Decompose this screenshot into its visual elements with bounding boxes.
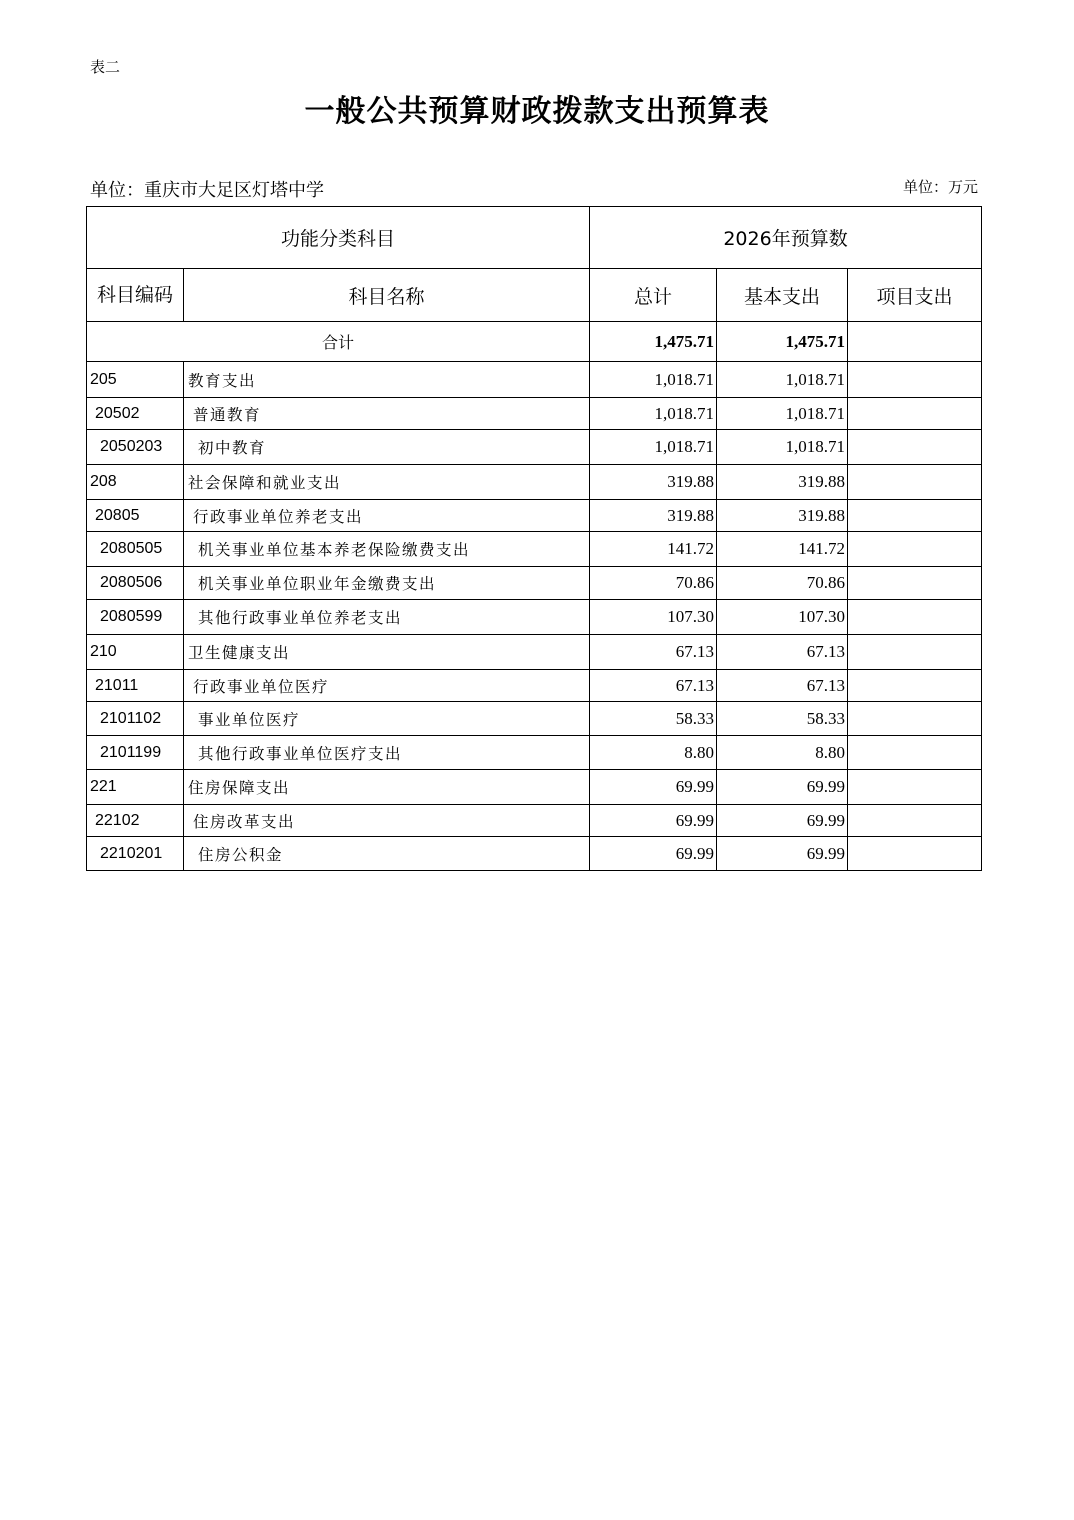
row-name: 社会保障和就业支出 [184, 465, 590, 500]
total-row [87, 322, 982, 362]
row-name: 住房改革支出 [184, 805, 590, 837]
row-name: 行政事业单位医疗 [184, 670, 590, 702]
row-total: 107.30 [590, 600, 717, 635]
row-basic: 1,018.71 [717, 398, 848, 430]
row-basic: 67.13 [717, 670, 848, 702]
row-project [848, 500, 982, 532]
row-project [848, 702, 982, 736]
row-code: 20805 [87, 500, 184, 532]
row-project [848, 670, 982, 702]
row-code: 2080505 [87, 532, 184, 567]
table-label: 表二 [90, 58, 121, 76]
row-basic: 8.80 [717, 736, 848, 770]
table-row [87, 702, 982, 736]
table-row [87, 430, 982, 465]
row-total: 319.88 [590, 500, 717, 532]
table-row [87, 500, 982, 532]
row-basic: 107.30 [717, 600, 848, 635]
total-project-amount [848, 322, 982, 362]
row-total: 1,018.71 [590, 398, 717, 430]
row-project [848, 465, 982, 500]
row-code: 2080506 [87, 567, 184, 600]
row-basic: 69.99 [717, 805, 848, 837]
row-total: 58.33 [590, 702, 717, 736]
row-name: 卫生健康支出 [184, 635, 590, 670]
total-basic-amount: 1,475.71 [717, 322, 848, 362]
row-code: 2101199 [87, 736, 184, 770]
row-name: 事业单位医疗 [184, 702, 590, 736]
total-amount: 1,475.71 [590, 322, 717, 362]
header-budget-year: 2026年预算数 [590, 207, 982, 269]
row-name: 其他行政事业单位养老支出 [184, 600, 590, 635]
table-row [87, 770, 982, 805]
row-code: 205 [87, 362, 184, 398]
header-row-bottom [87, 269, 982, 322]
row-code: 221 [87, 770, 184, 805]
row-basic: 1,018.71 [717, 430, 848, 465]
row-project [848, 635, 982, 670]
table-row [87, 670, 982, 702]
row-basic: 70.86 [717, 567, 848, 600]
row-total: 1,018.71 [590, 430, 717, 465]
organization-unit: 单位：重庆市大足区灯塔中学 [90, 180, 324, 201]
table-row [87, 567, 982, 600]
row-total: 69.99 [590, 805, 717, 837]
header-project: 项目支出 [848, 269, 982, 322]
header-name: 科目名称 [184, 269, 590, 322]
row-code: 210 [87, 635, 184, 670]
row-total: 1,018.71 [590, 362, 717, 398]
row-code: 208 [87, 465, 184, 500]
row-name: 普通教育 [184, 398, 590, 430]
row-basic: 141.72 [717, 532, 848, 567]
row-name: 初中教育 [184, 430, 590, 465]
row-name: 住房保障支出 [184, 770, 590, 805]
row-code: 20502 [87, 398, 184, 430]
row-name: 住房公积金 [184, 837, 590, 871]
header-basic: 基本支出 [717, 269, 848, 322]
row-basic: 67.13 [717, 635, 848, 670]
table-row [87, 635, 982, 670]
header-code: 科目编码 [87, 269, 184, 322]
row-basic: 69.99 [717, 837, 848, 871]
row-total: 8.80 [590, 736, 717, 770]
row-name: 机关事业单位基本养老保险缴费支出 [184, 532, 590, 567]
table-row [87, 736, 982, 770]
row-total: 141.72 [590, 532, 717, 567]
page-title: 一般公共预算财政拨款支出预算表 [304, 94, 770, 129]
budget-table [86, 206, 982, 871]
row-code: 2210201 [87, 837, 184, 871]
row-basic: 319.88 [717, 465, 848, 500]
row-total: 69.99 [590, 837, 717, 871]
table-row [87, 362, 982, 398]
header-row-top [87, 207, 982, 269]
row-total: 319.88 [590, 465, 717, 500]
row-code: 2080599 [87, 600, 184, 635]
row-name: 其他行政事业单位医疗支出 [184, 736, 590, 770]
table-row [87, 837, 982, 871]
row-project [848, 567, 982, 600]
table-row [87, 465, 982, 500]
table-row [87, 532, 982, 567]
row-project [848, 837, 982, 871]
row-project [848, 362, 982, 398]
row-total: 69.99 [590, 770, 717, 805]
row-name: 教育支出 [184, 362, 590, 398]
row-basic: 1,018.71 [717, 362, 848, 398]
row-basic: 58.33 [717, 702, 848, 736]
table-row [87, 398, 982, 430]
row-total: 67.13 [590, 635, 717, 670]
row-name: 行政事业单位养老支出 [184, 500, 590, 532]
row-project [848, 430, 982, 465]
total-label: 合计 [87, 322, 590, 362]
row-project [848, 600, 982, 635]
row-project [848, 398, 982, 430]
row-code: 22102 [87, 805, 184, 837]
table-row [87, 805, 982, 837]
row-code: 2101102 [87, 702, 184, 736]
header-function-class: 功能分类科目 [87, 207, 590, 269]
row-code: 21011 [87, 670, 184, 702]
row-total: 67.13 [590, 670, 717, 702]
row-name: 机关事业单位职业年金缴费支出 [184, 567, 590, 600]
row-code: 2050203 [87, 430, 184, 465]
row-project [848, 770, 982, 805]
row-basic: 319.88 [717, 500, 848, 532]
table-row [87, 600, 982, 635]
row-basic: 69.99 [717, 770, 848, 805]
row-project [848, 805, 982, 837]
row-project [848, 532, 982, 567]
currency-unit: 单位：万元 [902, 178, 978, 196]
row-total: 70.86 [590, 567, 717, 600]
header-total: 总计 [590, 269, 717, 322]
row-project [848, 736, 982, 770]
